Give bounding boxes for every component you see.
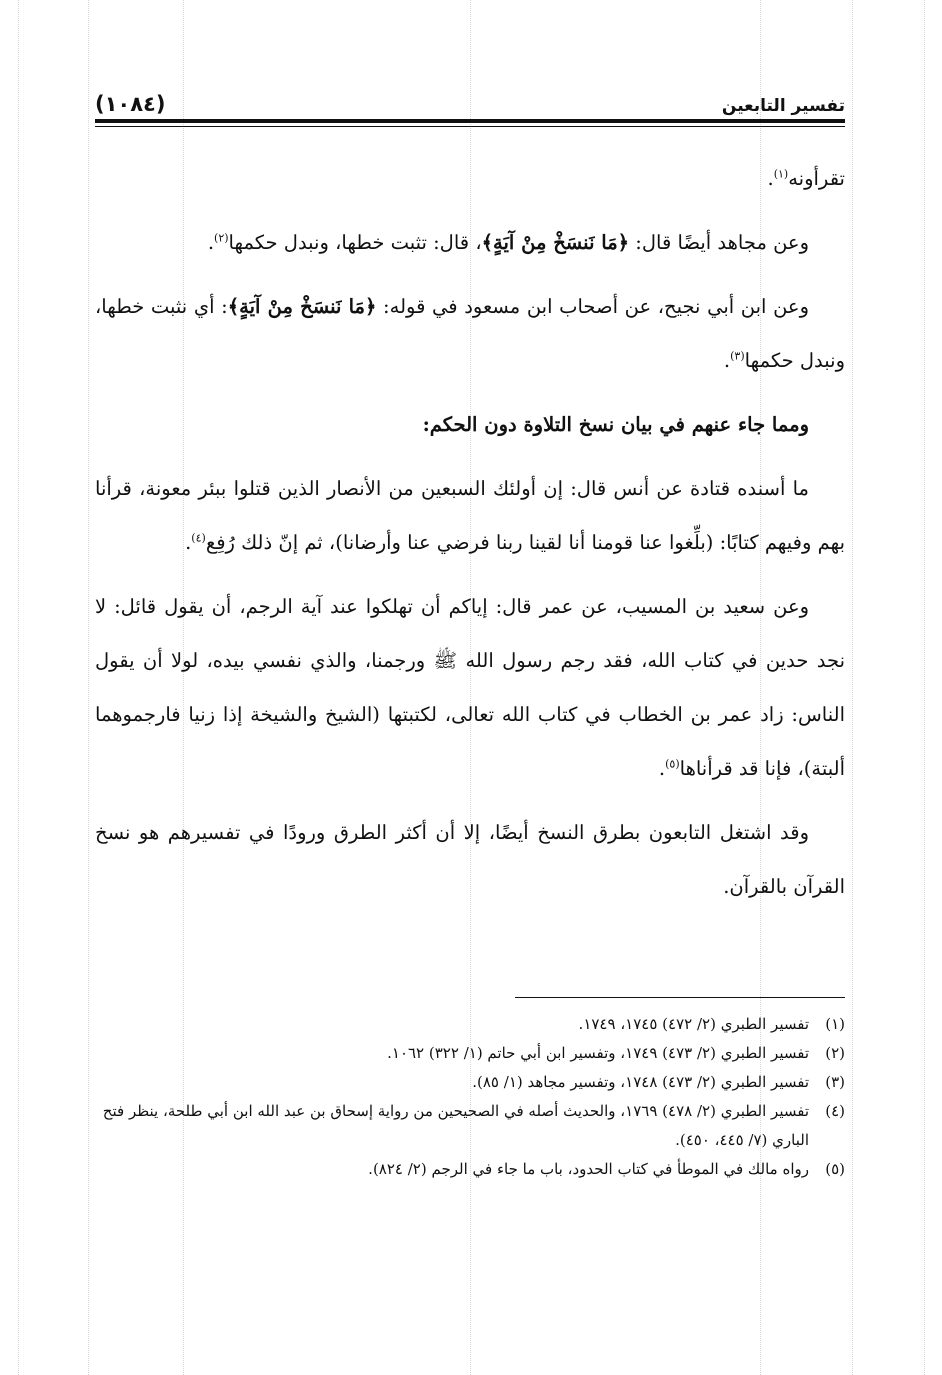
footnote-5: (٥)رواه مالك في الموطأ في كتاب الحدود، باب ما جاء في الرجم (٢/ ٨٢٤). (95, 1155, 845, 1184)
main-text (95, 152, 845, 924)
paragraph-1: تقرأونه$^{(١)}$. (767, 167, 845, 190)
footnote-ref: (٤) (191, 531, 206, 545)
page-header (95, 86, 845, 116)
footnote-number: (٤) (825, 1102, 845, 1120)
header-rule-thick (95, 119, 845, 123)
book-page (95, 0, 845, 1375)
footnote-number: (٣) (825, 1073, 845, 1091)
paragraph-5: وعن سعيد بن المسيب، عن عمر قال: إياكم أن تهلكوا عند آية الرجم، أن يقول قائل: لا نجد حدين في كتاب الله، فقد رجم رسول الله ﷺ ورجمنا، والذي نفسي بيده، لولا أن يقول الناس: زاد عمر بن الخطاب في كتاب الله تعالى، لكتبتها (الشيخ والشيخة إذا زنيا فارجموهما ألبتة)، فإنا قد قرأناها$^{(٥)}$. (95, 595, 845, 780)
footnote-number: (٥) (825, 1160, 845, 1178)
footnote-number: (١) (825, 1015, 845, 1033)
footnote-ref: (٢) (214, 231, 229, 245)
running-title: تفسير التابعين (721, 96, 845, 116)
footnote-separator (515, 997, 845, 998)
section-heading: ومما جاء عنهم في بيان نسخ التلاوة دون الحكم: (422, 413, 809, 436)
page-number: (١٠٨٤) (95, 92, 166, 116)
footnote-3: (٣)تفسير الطبري (٢/ ٤٧٣) ١٧٤٨، وتفسير مجاهد (١/ ٨٥). (95, 1068, 845, 1097)
footnote-1: (١)تفسير الطبري (٢/ ٤٧٢) ١٧٤٥، ١٧٤٩. (95, 1010, 845, 1039)
paragraph-2: وعن مجاهد أيضًا قال: ﴿مَا نَنسَخْ مِنْ آيَةٍ﴾، قال: تثبت خطها، ونبدل حكمها$^{(٢)}$. (207, 231, 809, 254)
quran-citation: ﴿مَا نَنسَخْ مِنْ آيَةٍ﴾ (227, 295, 377, 318)
header-rule-thin (95, 126, 845, 127)
paragraph-3: وعن ابن أبي نجيح، عن أصحاب ابن مسعود في قوله: ﴿مَا نَنسَخْ مِنْ آيَةٍ﴾: أي نثبت خطها، ونبدل حكمها$^{(٣)}$. (95, 295, 845, 372)
paragraph-4: ما أسنده قتادة عن أنس قال: إن أولئك السبعين من الأنصار الذين قتلوا ببئر معونة، قرأنا بهم وفيهم كتابًا: (بلِّغوا عنا قومنا أنا لقينا ربنا فرضي عنا وأرضانا)، ثم إنّ ذلك رُفِع$^{(٤)}$. (95, 477, 845, 554)
footnotes (95, 1010, 845, 1184)
paragraph-6: وقد اشتغل التابعون بطرق النسخ أيضًا، إلا أن أكثر الطرق ورودًا في تفسيرهم هو نسخ القرآن بالقرآن. (95, 821, 845, 898)
quran-citation: ﴿مَا نَنسَخْ مِنْ آيَةٍ﴾ (481, 231, 630, 254)
footnote-number: (٢) (825, 1044, 845, 1062)
footnote-ref: (١) (773, 167, 789, 181)
footnote-ref: (٥) (665, 757, 680, 771)
footnote-4: (٤)تفسير الطبري (٢/ ٤٧٨) ١٧٦٩، والحديث أصله في الصحيحين من رواية إسحاق بن عبد الله ابن أبي طلحة، ينظر فتح الباري (٧/ ٤٤٥، ٤٥٠). (95, 1097, 845, 1155)
footnote-2: (٢)تفسير الطبري (٢/ ٤٧٣) ١٧٤٩، وتفسير ابن أبي حاتم (١/ ٣٢٢) ١٠٦٢. (95, 1039, 845, 1068)
footnote-ref: (٣) (730, 349, 745, 363)
